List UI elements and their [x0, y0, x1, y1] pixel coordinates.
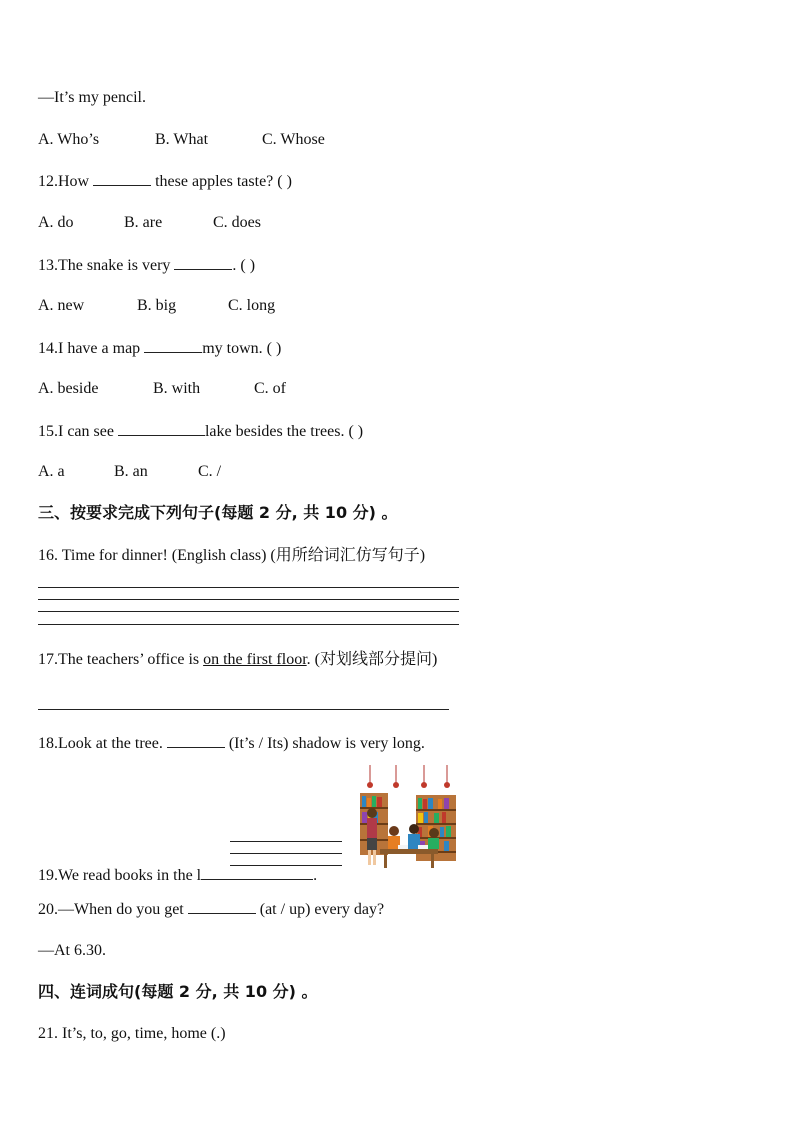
section-3-heading: 三、按要求完成下列句子(每题 2 分, 共 10 分) 。 [38, 503, 398, 522]
q13-text-end: . ( ) [232, 257, 256, 274]
q14-option-a: A. beside [38, 380, 99, 397]
q14-text-end: my town. ( ) [202, 340, 282, 357]
q19-writing-line-1[interactable] [230, 841, 342, 842]
q20-answer-line: —At 6.30. [38, 942, 106, 959]
q13-text-start: 13.The snake is very [38, 257, 175, 274]
q19-writing-line-2[interactable] [230, 853, 342, 854]
q12-option-c: C. does [213, 214, 261, 231]
q15-option-a: A. a [38, 463, 65, 480]
q19-text-start: 19.We read books in the l [38, 867, 202, 884]
q15-blank[interactable] [118, 421, 205, 436]
q17-answer-line[interactable] [38, 709, 449, 710]
q16-answer-line-4[interactable] [38, 624, 459, 625]
q12-question [38, 171, 292, 192]
q15-text-end: lake besides the trees. ( ) [204, 423, 364, 440]
q15-text-start: 15.I can see [38, 423, 118, 440]
q15-option-b: B. an [114, 463, 148, 480]
q16-answer-line-2[interactable] [38, 599, 459, 600]
q14-option-b: B. with [153, 380, 201, 397]
q12-blank[interactable] [93, 171, 151, 186]
q11-option-c: C. Whose [262, 131, 325, 148]
q21-question: 21. It’s, to, go, time, home (.) [38, 1025, 226, 1042]
q18-text-end: (It’s / Its) shadow is very long. [224, 735, 425, 752]
q16-answer-line-3[interactable] [38, 611, 459, 612]
q12-option-b: B. are [124, 214, 163, 231]
q18-question [38, 733, 425, 754]
q14-text-start: 14.I have a map [38, 340, 145, 357]
q14-question [38, 338, 281, 359]
q16-answer-line-1[interactable] [38, 587, 459, 588]
section-4-heading: 四、连词成句(每题 2 分, 共 10 分) 。 [38, 982, 318, 1001]
q18-text-start: 18.Look at the tree. [38, 735, 167, 752]
q11-option-a: A. Who’s [38, 131, 100, 148]
q18-blank[interactable] [167, 733, 225, 748]
q20-text-start: 20.—When do you get [38, 901, 188, 918]
q17-underlined-part: on the first floor [203, 651, 307, 668]
q17-text-end: . (对划线部分提问) [306, 651, 438, 668]
q15-option-c: C. / [198, 463, 222, 480]
q11-option-b: B. What [155, 131, 209, 148]
q13-option-b: B. big [137, 297, 177, 314]
q15-question [38, 421, 363, 442]
q13-blank[interactable] [174, 255, 232, 270]
q19-blank[interactable] [201, 868, 313, 880]
q14-option-c: C. of [254, 380, 286, 397]
q12-text-start: 12.How [38, 173, 94, 190]
q19-text-end: . [313, 867, 318, 884]
q20-question [38, 899, 384, 920]
q19-question [38, 866, 317, 886]
q13-option-a: A. new [38, 297, 85, 314]
q20-blank[interactable] [188, 899, 256, 914]
q12-text-end: these apples taste? ( ) [151, 173, 292, 190]
q13-option-c: C. long [228, 297, 276, 314]
library-picture [358, 765, 458, 871]
q17-question [38, 650, 437, 670]
q12-option-a: A. do [38, 214, 74, 231]
q20-text-end: (at / up) every day? [255, 901, 385, 918]
q14-blank[interactable] [144, 338, 202, 353]
q13-question [38, 255, 255, 276]
q11-answer-line: —It’s my pencil. [38, 89, 146, 106]
q17-text-start: 17.The teachers’ office is [38, 651, 204, 668]
q16-question: 16. Time for dinner! (English class) (用所给词汇仿写句子) [38, 547, 426, 564]
